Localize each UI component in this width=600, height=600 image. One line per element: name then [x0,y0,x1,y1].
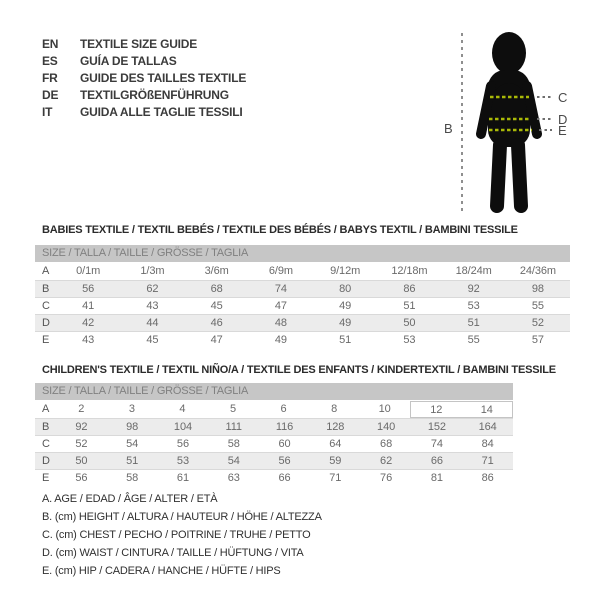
legend-line: A. AGE / EDAD / ÂGE / ALTER / ETÀ [42,493,218,505]
size-cell: 152 [427,421,446,433]
size-cell: 43 [146,300,159,312]
size-cell: 45 [210,300,223,312]
size-cell: 63 [227,472,240,484]
babies-size-header: SIZE / TALLA / TAILLE / GRÖSSE / TAGLIA [35,245,570,262]
size-cell: 76 [380,472,393,484]
size-cell: 4 [179,403,186,415]
row-letter: E [42,334,50,346]
legend-line: C. (cm) CHEST / PECHO / POITRINE / TRUHE / PETTO [42,529,311,541]
size-row-c [35,435,513,452]
language-row-it [42,104,246,121]
size-cell: 59 [329,455,342,467]
child-silhouette-graphic [425,12,595,222]
size-cell: 54 [227,455,240,467]
size-cell: 43 [82,334,95,346]
legend-line: E. (cm) HIP / CADERA / HANCHE / HÜFTE / HIPS [42,565,281,577]
language-code: FR [42,71,58,85]
legend-line: B. (cm) HEIGHT / ALTURA / HAUTEUR / HÖHE / ALTEZZA [42,511,322,523]
size-row-a [35,401,513,418]
size-cell: 18/24m [455,265,492,277]
size-cell: 140 [377,421,396,433]
size-cell: 128 [326,421,345,433]
row-letter: C [42,438,50,450]
size-cell: 53 [467,300,480,312]
size-cell: 8 [331,403,338,415]
size-cell: 49 [339,317,352,329]
legend-line: D. (cm) WAIST / CINTURA / TAILLE / HÜFTUNG / VITA [42,547,304,559]
size-cell: 51 [403,300,416,312]
size-cell: 45 [146,334,159,346]
measurement-legend [42,490,322,580]
size-row-d [35,314,570,331]
size-cell: 71 [481,455,494,467]
size-cell: 68 [380,438,393,450]
size-cell: 84 [481,438,494,450]
size-cell: 62 [146,283,159,295]
language-code: DE [42,88,59,102]
row-letter: B [42,283,50,295]
hip-label: E [558,123,567,138]
children-section-title: CHILDREN'S TEXTILE / TEXTIL NIÑO/A / TEXTILE DES ENFANTS / KINDERTEXTIL / BAMBINI TESSILE [42,364,556,376]
language-row-en [42,36,246,53]
size-cell: 42 [82,317,95,329]
size-cell: 47 [274,300,287,312]
size-cell: 56 [176,438,189,450]
size-cell: 58 [227,438,240,450]
size-cell: 5 [229,403,236,415]
size-cell: 24/36m [519,265,556,277]
size-cell: 62 [380,455,393,467]
size-cell: 58 [126,472,139,484]
size-row-b [35,418,513,435]
language-label: GUIDA ALLE TAGLIE TESSILI [80,105,243,119]
size-cell: 80 [339,283,352,295]
language-row-de [42,87,246,104]
size-cell: 68 [210,283,223,295]
size-cell: 9/12m [330,265,361,277]
size-cell: 51 [467,317,480,329]
row-letter: D [42,317,50,329]
size-cell: 92 [467,283,480,295]
size-cell: 66 [278,472,291,484]
size-cell: 53 [403,334,416,346]
size-cell: 53 [176,455,189,467]
language-label: GUÍA DE TALLAS [80,54,177,68]
size-cell: 52 [75,438,88,450]
row-letter: B [42,421,50,433]
size-cell: 3 [128,403,135,415]
language-row-fr [42,70,246,87]
size-cell: 57 [531,334,544,346]
waist-label: D [558,112,568,127]
size-cell: 0/1m [76,265,101,277]
size-cell: 6 [280,403,287,415]
row-letter: E [42,472,50,484]
language-label: TEXTILE SIZE GUIDE [80,37,198,51]
size-cell: 47 [210,334,223,346]
size-cell: 10 [378,403,391,415]
row-letter: C [42,300,50,312]
size-cell: 64 [329,438,342,450]
size-cell: 74 [430,438,443,450]
size-cell: 74 [274,283,287,295]
size-cell: 55 [531,300,544,312]
size-cell: 81 [430,472,443,484]
size-row-e [35,331,570,348]
language-code: ES [42,54,58,68]
size-cell: 60 [278,438,291,450]
size-cell: 54 [126,438,139,450]
language-label: GUIDE DES TAILLES TEXTILE [80,71,247,85]
size-cell: 50 [403,317,416,329]
measurement-figure [425,12,595,222]
size-cell: 44 [146,317,159,329]
language-label: TEXTILGRÖßENFÜHRUNG [80,88,229,102]
language-code: IT [42,105,53,119]
size-cell: 12 [410,401,462,418]
size-cell: 3/6m [204,265,229,277]
babies-table-rows [35,263,570,348]
language-code: EN [42,37,59,51]
language-row-es [42,53,246,70]
size-cell: 12/18m [391,265,428,277]
size-cell: 55 [467,334,480,346]
size-row-c [35,297,570,314]
size-cell: 1/3m [140,265,165,277]
size-cell: 104 [173,421,192,433]
size-cell: 61 [176,472,189,484]
size-cell: 66 [430,455,443,467]
size-cell: 86 [403,283,416,295]
size-cell: 92 [75,421,88,433]
size-row-b [35,280,570,297]
height-label: B [444,121,453,136]
size-row-d [35,452,513,469]
children-table-rows [35,401,513,486]
language-list [42,36,246,121]
size-cell: 56 [82,283,95,295]
children-size-table [35,383,513,486]
size-cell: 98 [531,283,544,295]
size-cell: 14 [462,401,514,418]
children-size-header: SIZE / TALLA / TAILLE / GRÖSSE / TAGLIA [35,383,513,400]
size-cell: 50 [75,455,88,467]
size-cell: 51 [339,334,352,346]
size-cell: 164 [478,421,497,433]
size-cell: 49 [339,300,352,312]
row-letter: A [42,265,50,277]
size-cell: 56 [278,455,291,467]
size-cell: 56 [75,472,88,484]
size-cell: 111 [225,421,242,433]
size-cell: 49 [274,334,287,346]
size-cell: 71 [329,472,342,484]
chest-label: C [558,90,568,105]
babies-section-title: BABIES TEXTILE / TEXTIL BEBÉS / TEXTILE DES BÉBÉS / BABYS TEXTIL / BAMBINI TESSILE [42,224,518,236]
size-cell: 6/9m [268,265,293,277]
row-letter: A [42,403,50,415]
size-cell: 98 [126,421,139,433]
row-letter: D [42,455,50,467]
size-cell: 46 [210,317,223,329]
size-row-a [35,263,570,280]
size-cell: 2 [78,403,85,415]
size-cell: 86 [481,472,494,484]
babies-size-table [35,245,570,348]
size-row-e [35,469,513,486]
size-cell: 48 [274,317,287,329]
size-cell: 52 [531,317,544,329]
size-cell: 41 [82,300,95,312]
size-cell: 51 [126,455,139,467]
size-cell: 116 [275,421,294,433]
